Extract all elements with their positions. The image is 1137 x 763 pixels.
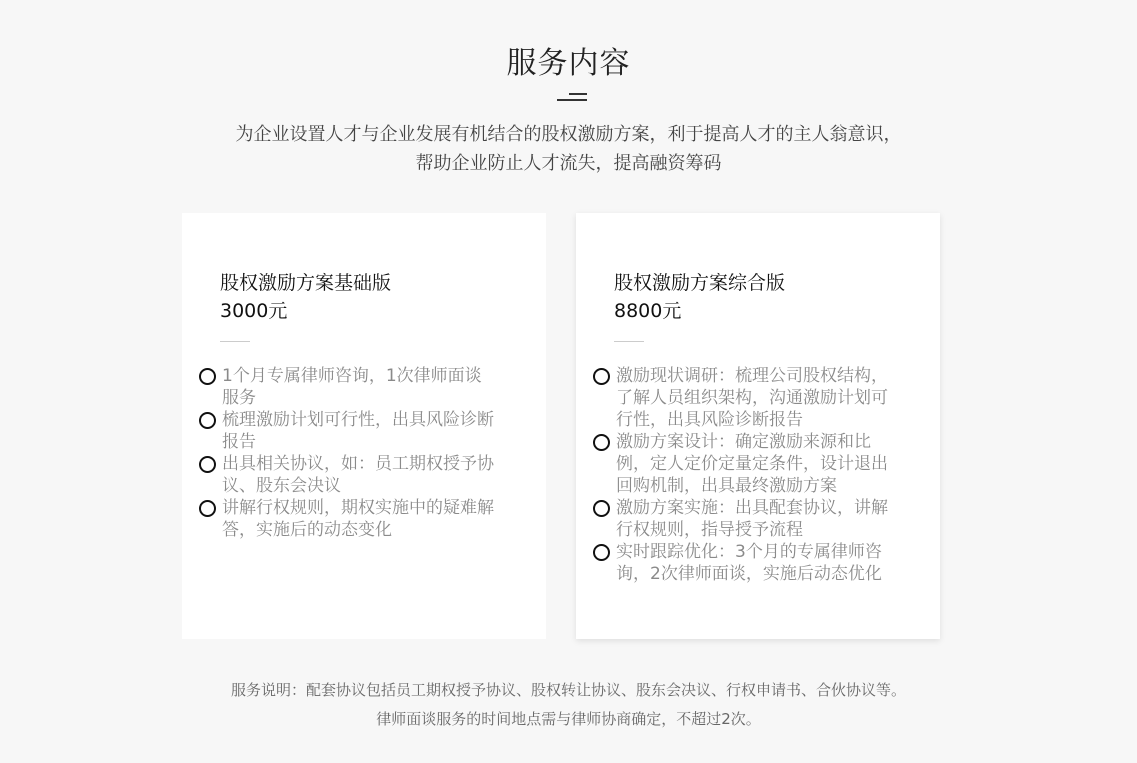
plan-card-basic[interactable] <box>182 213 546 639</box>
title-decoration-bar-bottom <box>557 99 587 101</box>
plan-feature <box>592 497 892 541</box>
service-note-line-1: 服务说明：配套协议包括员工期权授予协议、股权转让协议、股东会决议、行权申请书、合伙协议等。 <box>230 681 906 699</box>
plan-feature <box>198 453 498 497</box>
plan-feature-list <box>592 365 892 585</box>
title-decoration <box>557 93 589 103</box>
subtitle-line-1: 为企业设置人才与企业发展有机结合的股权激励方案，利于提高人才的主人翁意识， <box>235 124 902 145</box>
plan-feature <box>198 365 498 409</box>
plan-feature-text: 激励现状调研：梳理公司股权结构，了解人员组织架构，沟通激励计划可行性，出具风险诊断报告 <box>616 366 888 430</box>
plan-name: 股权激励方案综合版 <box>614 272 786 294</box>
plan-feature <box>592 541 892 585</box>
circle-bullet-icon <box>593 500 610 517</box>
circle-bullet-icon <box>199 368 216 385</box>
plan-divider <box>220 341 250 342</box>
plan-feature-text: 激励方案实施：出具配套协议，讲解行权规则，指导授予流程 <box>616 498 888 540</box>
circle-bullet-icon <box>199 500 216 517</box>
plan-card-comprehensive[interactable] <box>576 213 940 639</box>
service-note <box>0 676 1137 734</box>
plan-name: 股权激励方案基础版 <box>220 272 392 294</box>
title-decoration-bar-top <box>569 93 587 95</box>
page-title: 服务内容 <box>506 46 631 81</box>
plan-price: 8800元 <box>614 300 682 322</box>
plan-feature-text: 激励方案设计：确定激励来源和比例，定人定价定量定条件，设计退出回购机制，出具最终激励方案 <box>616 432 888 496</box>
page-subtitle <box>0 120 1137 178</box>
plan-feature-text: 出具相关协议，如：员工期权授予协议、股东会决议 <box>222 454 494 496</box>
plan-divider <box>614 341 644 342</box>
service-note-line-2: 律师面谈服务的时间地点需与律师协商确定，不超过2次。 <box>376 710 761 728</box>
circle-bullet-icon <box>199 412 216 429</box>
plan-feature-text: 实时跟踪优化：3个月的专属律师咨询，2次律师面谈，实施后动态优化 <box>616 542 882 584</box>
circle-bullet-icon <box>593 544 610 561</box>
circle-bullet-icon <box>593 434 610 451</box>
plan-feature-text: 讲解行权规则，期权实施中的疑难解答，实施后的动态变化 <box>222 498 494 540</box>
circle-bullet-icon <box>199 456 216 473</box>
plan-feature-list <box>198 365 498 541</box>
circle-bullet-icon <box>593 368 610 385</box>
subtitle-line-2: 帮助企业防止人才流失，提高融资筹码 <box>415 153 722 174</box>
plan-feature <box>592 431 892 497</box>
plan-feature-text: 1个月专属律师咨询，1次律师面谈服务 <box>222 366 482 408</box>
plan-feature-text: 梳理激励计划可行性，出具风险诊断报告 <box>222 410 494 452</box>
plan-feature <box>592 365 892 431</box>
plan-price: 3000元 <box>220 300 288 322</box>
plan-feature <box>198 497 498 541</box>
plan-feature <box>198 409 498 453</box>
